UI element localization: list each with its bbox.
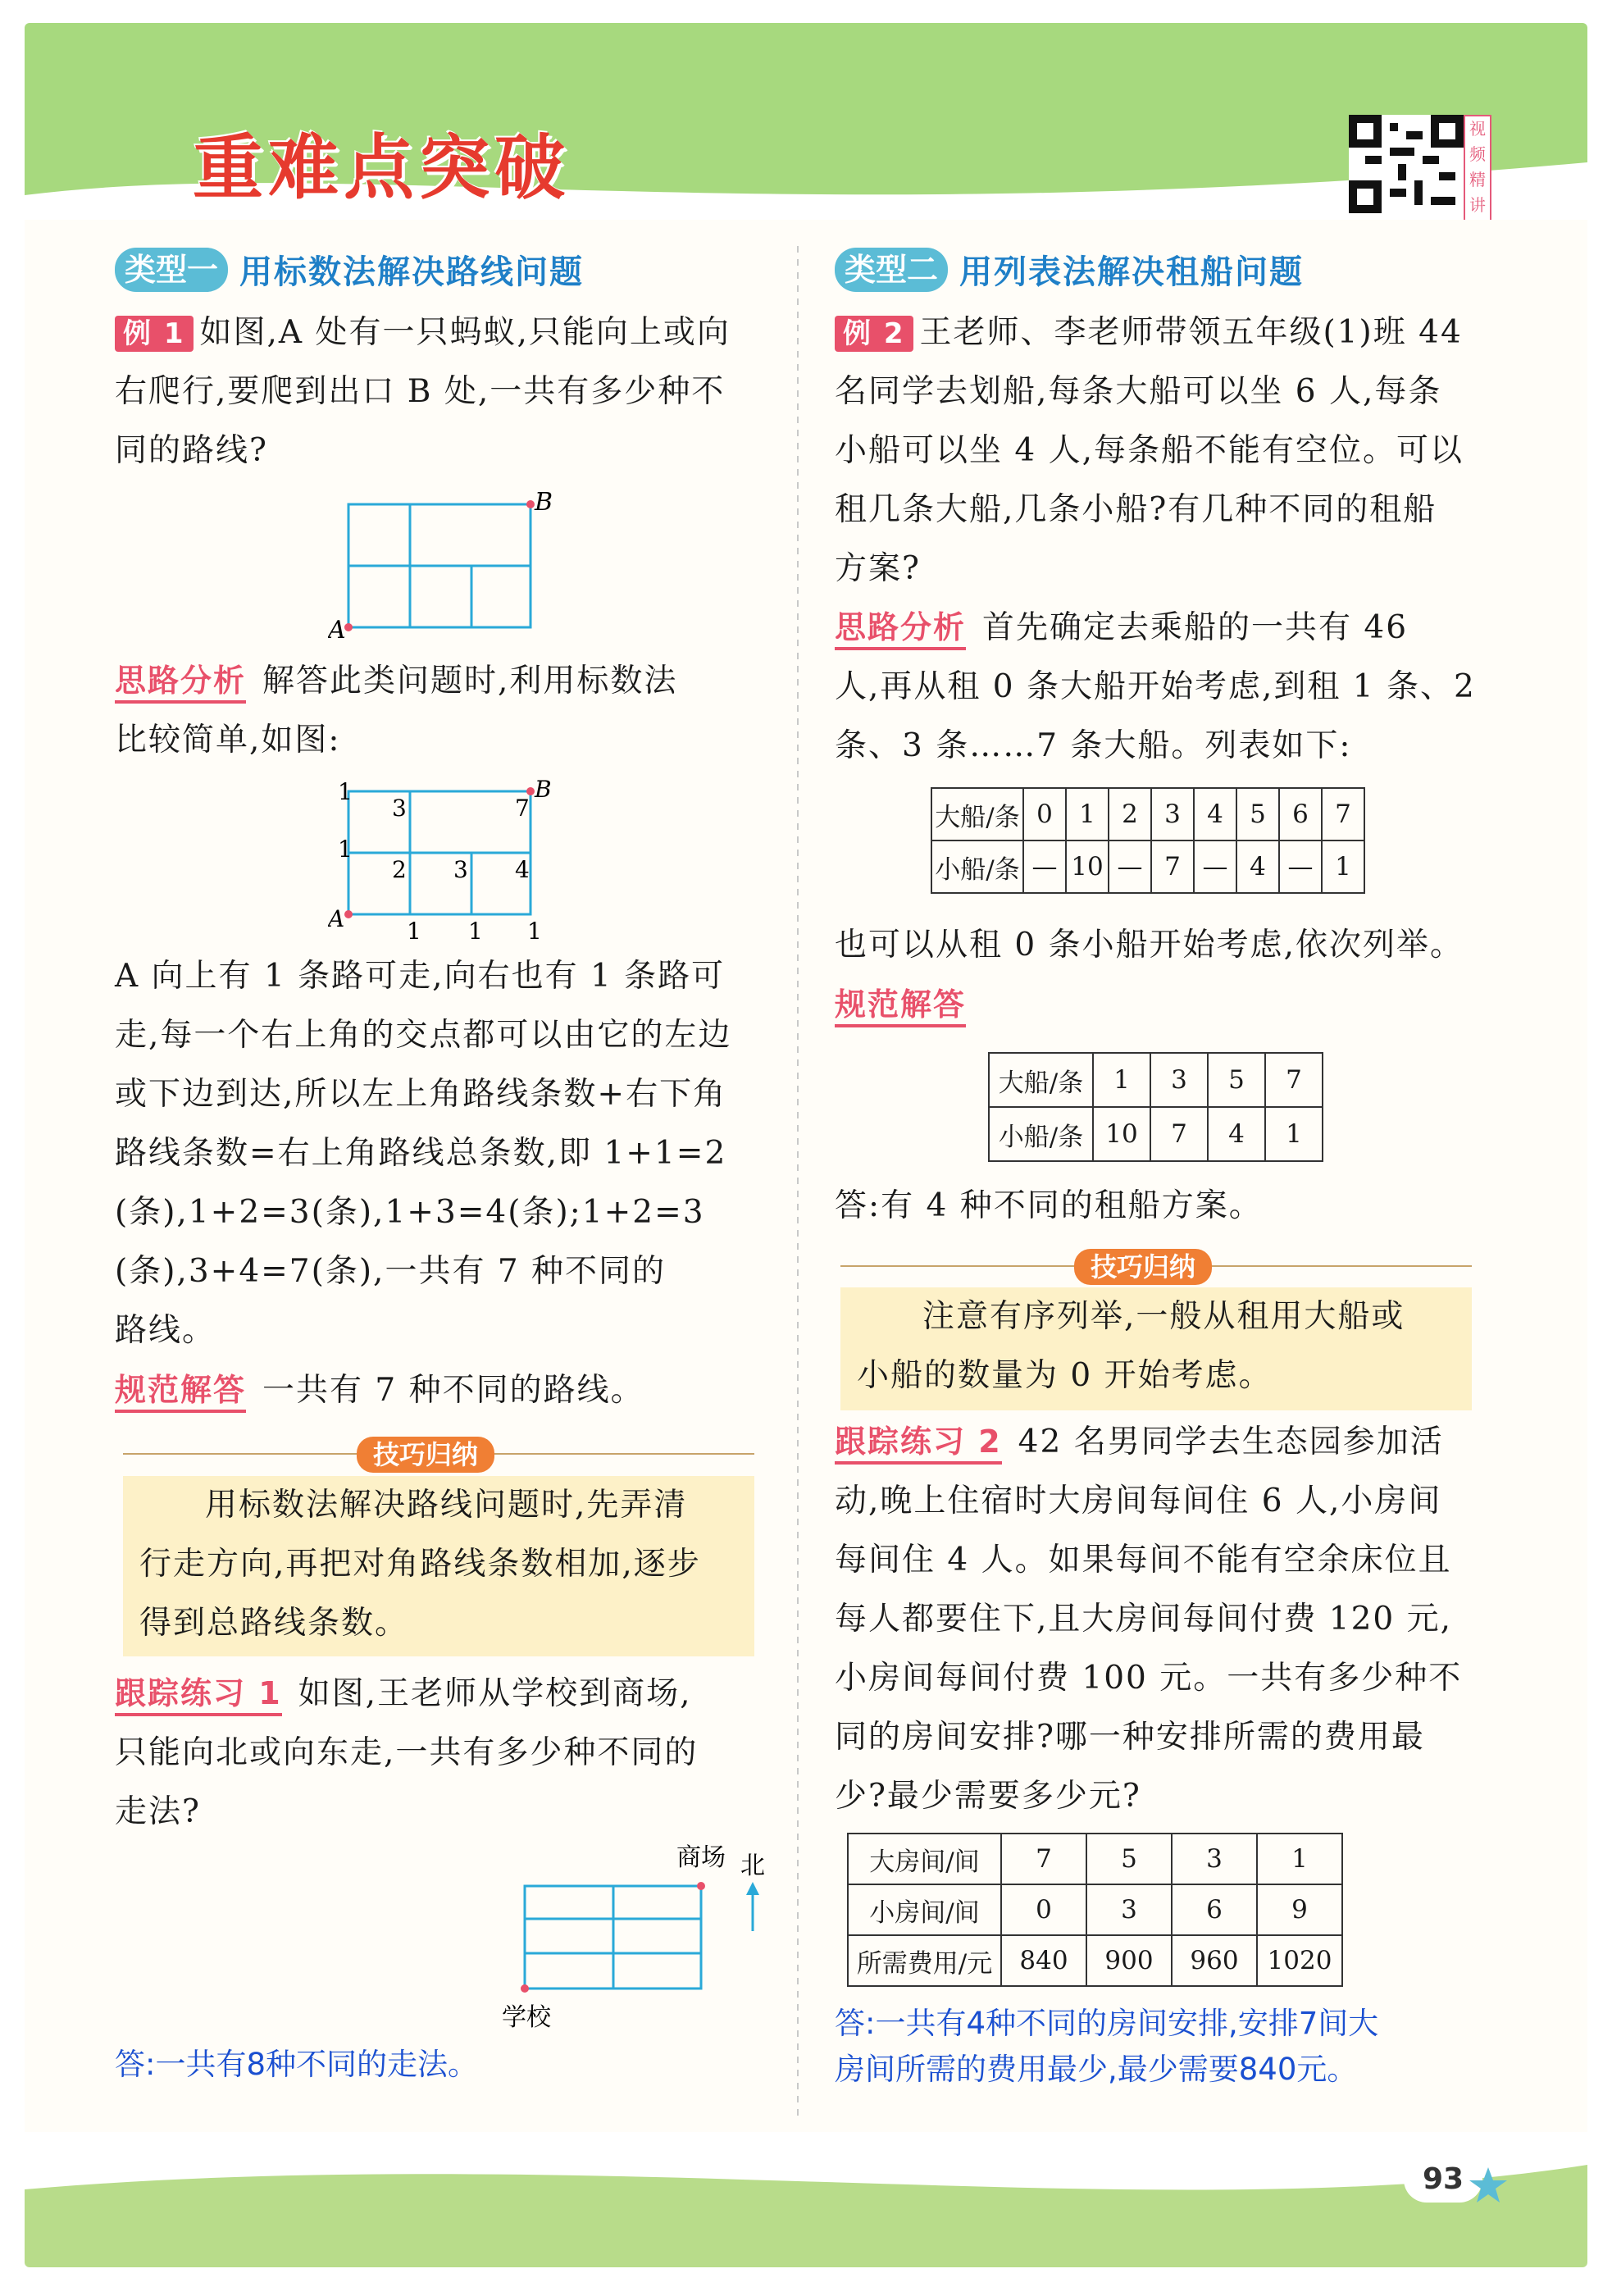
- qr-code-icon: [1349, 115, 1464, 213]
- tip1-heading: [123, 1437, 754, 1469]
- tip2-label: 技巧归纳: [1074, 1249, 1212, 1285]
- mall-label: 商场: [676, 1843, 726, 1872]
- svg-text:1: 1: [338, 836, 353, 863]
- video-lecture-label: 视 频 精 讲: [1464, 115, 1491, 223]
- answer2-text: 答:有 4 种不同的租船方案。: [835, 1187, 1263, 1224]
- example1-line: 右爬行,要爬到出口 B 处,一共有多少种不: [115, 373, 726, 410]
- school-label: 学校: [502, 2003, 551, 2029]
- example1: [115, 303, 771, 481]
- svg-text:1: 1: [407, 918, 421, 943]
- example1-line: 如图,A 处有一只蚂蚁,只能向上或向: [199, 314, 731, 351]
- practice1-answer: 答:一共有8种不同的走法。: [115, 2047, 479, 2082]
- analysis1-label: 思路分析: [115, 661, 246, 704]
- tip1-label: 技巧归纳: [357, 1437, 494, 1473]
- tip2-heading: [840, 1249, 1472, 1282]
- svg-text:2: 2: [392, 856, 407, 883]
- svg-text:7: 7: [515, 795, 530, 822]
- page-title: 重难点突破: [193, 127, 570, 209]
- route-figure-3: [492, 1841, 771, 2029]
- tip2-box: 注意有序列举,一般从租用大船或 小船的数量为 0 开始考虑。: [840, 1287, 1472, 1410]
- svg-text:1: 1: [338, 779, 353, 805]
- page-number: 93: [1404, 2157, 1482, 2203]
- type1-badge: 类型一: [115, 248, 228, 292]
- point-a-label: A: [328, 616, 346, 640]
- type2-heading: [835, 246, 1304, 293]
- footer-band: [25, 2132, 1587, 2267]
- svg-text:1: 1: [468, 918, 483, 943]
- practice1: 跟踪练习 1 如图,王老师从学校到商场, 只能向北或向东走,一共有多少种不同的 走法?: [115, 1675, 699, 1830]
- example1-badge: 例 1: [115, 316, 194, 352]
- example1-line: 同的路线?: [115, 432, 268, 469]
- practice2-label: 跟踪练习 2: [835, 1422, 1002, 1465]
- analysis2-label: 思路分析: [835, 608, 966, 650]
- example2: 例 2 王老师、李老师带领五年级(1)班 44 名同学去划船,每条大船可以坐 6 人,每条 小船可以坐 4 人,每条船不能有空位。可以 租几条大船,几条小船?有几种不同的租船 方案?: [835, 314, 1464, 587]
- route-figure-1: [328, 492, 558, 640]
- boat-table-2: [988, 1052, 1323, 1162]
- table-row: 大船/条 1 3 5 7: [989, 1053, 1323, 1107]
- type2-badge: 类型二: [835, 248, 948, 292]
- practice1-label: 跟踪练习 1: [115, 1674, 282, 1716]
- table-row: 小房间/间 0 3 6 9: [848, 1884, 1342, 1935]
- answer1-label: 规范解答: [115, 1370, 246, 1413]
- table-row: 所需费用/元 840 900 960 1020: [848, 1935, 1342, 1986]
- practice2-answer: 答:一共有4种不同的房间安排,安排7间大 房间所需的费用最少,最少需要840元。: [835, 2006, 1379, 2087]
- explanation1: A 向上有 1 条路可走,向右也有 1 条路可 走,每一个右上角的交点都可以由它的左边 或下边到达,所以左上角路线条数+右下角 路线条数=右上角路线总条数,即 1+1=2 (条),1+2=3(条),1+3=4(条);1+2=3 (条),3+4=7(条),一共有 7 种不同的 路线。: [115, 958, 732, 1349]
- answer2-label: 规范解答: [835, 985, 966, 1027]
- answer1: 规范解答 一共有 7 种不同的路线。: [115, 1361, 771, 1420]
- tip1-box: 用标数法解决路线问题时,先弄清 行走方向,再把对角路线条数相加,逐步 得到总路线条数。: [123, 1476, 754, 1656]
- type1-title: 用标数法解决路线问题: [239, 253, 585, 291]
- room-table: [847, 1833, 1343, 1987]
- analysis1: 思路分析 解答此类问题时,利用标数法 比较简单,如图:: [115, 663, 678, 758]
- svg-text:3: 3: [453, 856, 468, 883]
- svg-text:4: 4: [515, 856, 530, 883]
- table-row: 大房间/间 7 5 3 1: [848, 1834, 1342, 1884]
- route-figure-2: [328, 779, 566, 943]
- point-b-label: B: [535, 492, 553, 517]
- star-icon: [1468, 2165, 1509, 2206]
- svg-text:1: 1: [527, 918, 542, 943]
- table-row: 小船/条 — 10 — 7 — 4 — 1: [931, 840, 1364, 893]
- enum-note: 也可以从租 0 条小船开始考虑,依次列举。: [835, 927, 1464, 963]
- practice2: 跟踪练习 2 42 名男同学去生态园参加活 动,晚上住宿时大房间每间住 6 人,小房间 每间住 4 人。如果每间不能有空余床位且 每人都要住下,且大房间每间付费 120 元, 小房间每间付费 100 元。一共有多少种不 同的房间安排?哪一种安排所需的费用最 少?最少需要多少元?: [835, 1424, 1463, 1815]
- type1-heading: [115, 246, 584, 293]
- svg-text:A: A: [328, 905, 345, 932]
- svg-text:B: B: [535, 779, 552, 803]
- table-row: 大船/条 0 1 2 3 4 5 6 7: [931, 788, 1364, 840]
- column-divider: [797, 246, 799, 2116]
- example2-badge: 例 2: [835, 316, 913, 352]
- table-row: 小船/条 10 7 4 1: [989, 1107, 1323, 1161]
- north-label: 北: [740, 1852, 765, 1880]
- type2-title: 用列表法解决租船问题: [959, 253, 1305, 291]
- analysis2: 思路分析 首先确定去乘船的一共有 46 人,再从租 0 条大船开始考虑,到租 1 条、2 条、3 条……7 条大船。列表如下:: [835, 609, 1476, 764]
- svg-text:3: 3: [392, 795, 407, 822]
- answer2-heading: [835, 976, 982, 1035]
- boat-table-1: [931, 787, 1365, 894]
